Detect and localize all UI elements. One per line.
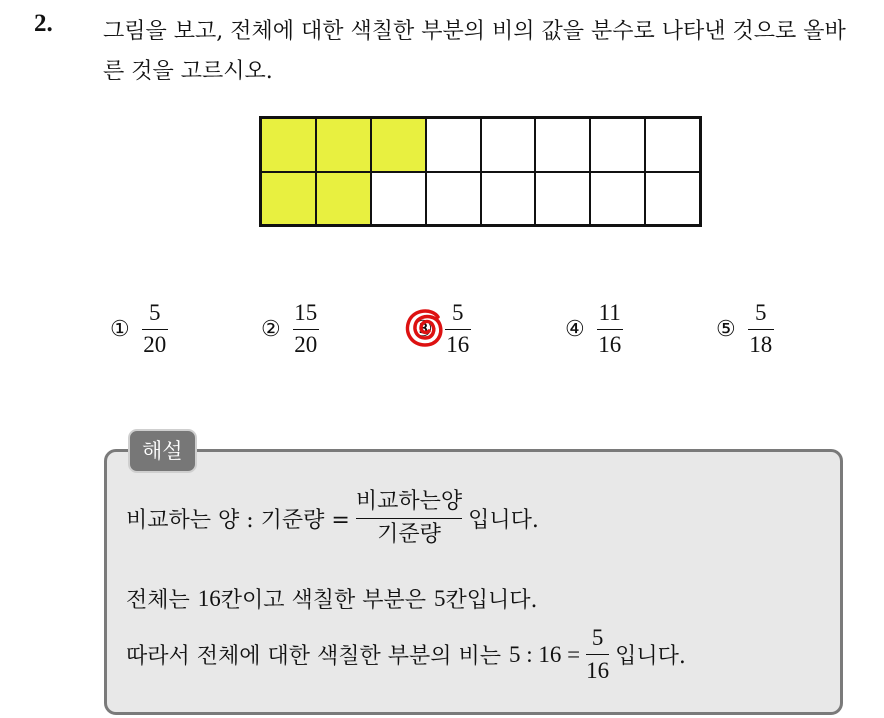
- grid-cell-shaded: [316, 118, 371, 172]
- explanation-line-2: [126, 583, 538, 614]
- choice-number: [413, 317, 433, 342]
- fraction-bar: [586, 654, 609, 655]
- choice-number-text: ③: [413, 316, 433, 342]
- choice-2[interactable]: [261, 297, 319, 361]
- choice-number: ⑤: [716, 316, 736, 342]
- question-number: 2.: [34, 10, 53, 37]
- explanation-text: 비교하는 양 : 기준량 =: [126, 508, 350, 533]
- choice-number: ②: [261, 316, 281, 342]
- grid-cell: [426, 118, 481, 172]
- explanation-ratio: 5 : 16 =: [509, 641, 581, 667]
- grid-cell-shaded: [316, 172, 371, 226]
- fraction-numerator: 5: [148, 300, 161, 325]
- grid-cell: [645, 118, 700, 172]
- fraction-numerator: 11: [598, 300, 621, 325]
- choice-1[interactable]: [110, 297, 168, 361]
- fraction-bar: [748, 329, 774, 330]
- grid-cell: [590, 172, 645, 226]
- explanation-line-1: [126, 488, 539, 549]
- fraction-denominator: 18: [749, 332, 773, 357]
- choice-number: ④: [565, 316, 585, 342]
- fraction-numerator: 5: [451, 300, 464, 325]
- grid-cell: [481, 118, 536, 172]
- fraction-denominator: 기준량: [377, 522, 441, 547]
- fraction-numerator: 5: [754, 300, 767, 325]
- grid-cell: [481, 172, 536, 226]
- explanation-text: 칸이고 색칠한 부분은: [220, 588, 427, 613]
- grid-cell: [426, 172, 481, 226]
- choice-fraction: [142, 300, 168, 358]
- grid-cell: [645, 172, 700, 226]
- grid-cell-shaded: [261, 118, 316, 172]
- fraction-bar: [356, 518, 462, 519]
- fraction-bar: [597, 329, 623, 330]
- choice-5[interactable]: [716, 297, 774, 361]
- fraction-denominator: 20: [143, 332, 167, 357]
- explanation-text: 따라서 전체에 대한 색칠한 부분의 비는: [126, 644, 501, 669]
- choice-3[interactable]: [413, 297, 471, 361]
- explanation-text: 입니다.: [468, 508, 539, 533]
- grid-cell-shaded: [371, 118, 426, 172]
- grid-cell: [535, 172, 590, 226]
- fraction-bar: [293, 329, 319, 330]
- grid-cell: [535, 118, 590, 172]
- fraction-numerator: 5: [591, 625, 604, 650]
- fraction-denominator: 16: [598, 332, 622, 357]
- choice-fraction: [748, 300, 774, 358]
- fraction-numerator: 비교하는양: [355, 489, 463, 514]
- fraction-denominator: 16: [586, 658, 610, 683]
- explanation-number: 5: [434, 585, 446, 611]
- fraction-bar: [445, 329, 471, 330]
- grid-cell: [590, 118, 645, 172]
- explanation-label: 해설: [128, 429, 197, 473]
- explanation-number: 16: [197, 585, 221, 611]
- choice-fraction: [293, 300, 319, 358]
- choice-4[interactable]: [565, 297, 623, 361]
- shaded-grid-figure: [259, 116, 702, 227]
- explanation-fraction: [356, 488, 462, 549]
- explanation-fraction: [586, 624, 609, 685]
- explanation-text: 칸입니다.: [445, 588, 538, 613]
- choice-number: ①: [110, 316, 130, 342]
- grid-cell-shaded: [261, 172, 316, 226]
- choice-fraction: [597, 300, 623, 358]
- fraction-denominator: 16: [446, 332, 470, 357]
- explanation-text: 전체는: [126, 588, 190, 613]
- fraction-bar: [142, 329, 168, 330]
- grid-cell: [371, 172, 426, 226]
- choice-fraction: [445, 300, 471, 358]
- fraction-numerator: 15: [294, 300, 318, 325]
- explanation-line-3: [126, 624, 686, 685]
- question-text: 그림을 보고, 전체에 대한 색칠한 부분의 비의 값을 분수로 나타낸 것으로 올바른 것을 고르시오.: [103, 19, 846, 84]
- fraction-denominator: 20: [294, 332, 318, 357]
- explanation-text: 입니다.: [615, 644, 686, 669]
